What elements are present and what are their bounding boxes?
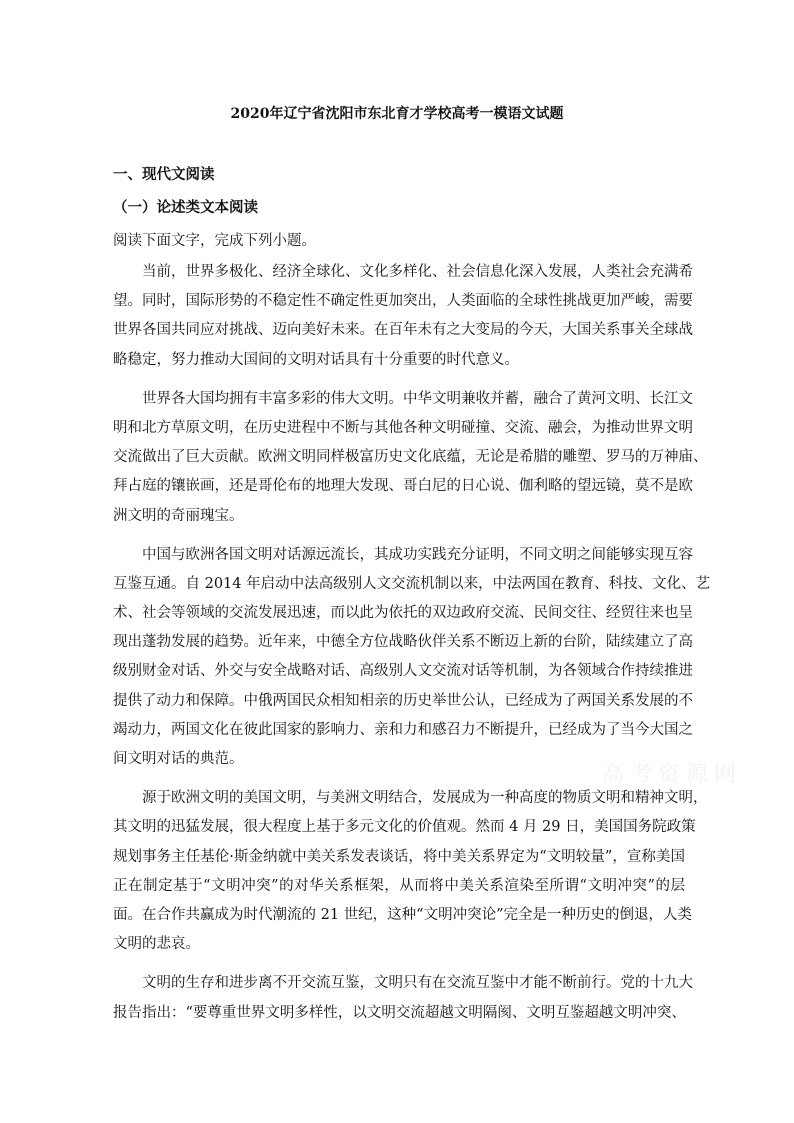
paragraph-line: 源于欧洲文明的美国文明，与美洲文明结合，发展成为一种高度的物质文明和精神文明， [142, 790, 708, 807]
paragraph-line: 文明的悲哀。 [113, 936, 200, 953]
paragraph-line: 其文明的迅猛发展，很大程度上基于多元文化的价值观。然而 4 月 29 日，美国国务院政策 [113, 819, 696, 836]
paragraph-line: 拜占庭的镶嵌画，还是哥伦布的地理大发现、哥白尼的日心说、伽利略的望远镜，莫不是欧 [113, 478, 693, 495]
reading-instruction: 阅读下面文字，完成下列小题。 [113, 233, 316, 249]
paragraph-line: 世界各大国均拥有丰富多彩的伟大文明。中华文明兼收并蓄，融合了黄河文明、长江文 [142, 390, 693, 407]
passage-paragraph [113, 385, 708, 531]
paragraph-line: 洲文明的奇丽瑰宝。 [113, 507, 244, 524]
paragraph-line: 规划事务主任基伦·斯金纳就中美关系发表谈话，将中美关系界定为“文明较量”，宣称美国 [113, 848, 685, 865]
passage-paragraph [113, 969, 693, 1027]
paragraph-line: 文明的生存和进步离不开交流互鉴，文明只有在交流互鉴中才能不断前行。党的十九大 [142, 975, 693, 992]
passage-paragraph [113, 541, 711, 775]
paragraph-line: 世界各国共同应对挑战、迈向美好未来。在百年未有之大变局的今天，大国关系事关全球战 [113, 322, 693, 339]
paragraph-line: 级别财金对话、外交与安全战略对话、高级别人文交流对话等机制，为各领域合作持续推进 [113, 663, 693, 680]
paragraph-line: 提供了动力和保障。中俄两国民众相知相亲的历史举世公认，已经成为了两国关系发展的不 [113, 692, 693, 709]
passage-paragraph [113, 784, 708, 959]
paragraph-line: 面。在合作共赢成为时代潮流的 21 世纪，这种“文明冲突论”完全是一种历史的倒退，人类 [113, 906, 692, 923]
paragraph-line: 中国与欧洲各国文明对话源远流长，其成功实践充分证明，不同文明之间能够实现互容 [142, 546, 693, 563]
paragraph-line: 正在制定基于“文明冲突”的对华关系框架，从而将中美关系渲染至所谓“文明冲突”的层 [113, 877, 685, 894]
paragraph-line: 现出蓬勃发展的趋势。近年来，中德全方位战略伙伴关系不断迈上新的台阶，陆续建立了高 [113, 634, 693, 651]
paragraph-line: 望。同时，国际形势的不稳定性不确定性更加突出，人类面临的全球性挑战更加严峻，需要 [113, 293, 693, 310]
paragraph-line: 交流做出了巨大贡献。欧洲文明同样极富历史文化底蕴，无论是希腊的雕塑、罗马的万神庙、 [113, 449, 708, 466]
paragraph-line: 竭动力，两国文化在彼此国家的影响力、亲和力和感召力不断提升，已经成为了当今大国之 [113, 721, 693, 738]
paragraph-line: 当前，世界多极化、经济全球化、文化多样化、社会信息化深入发展，人类社会充满希 [142, 264, 693, 280]
watermark: 高考资源网 [602, 762, 743, 787]
section-heading: 一、现代文阅读 [113, 166, 215, 183]
passage-body [113, 258, 711, 1038]
subsection-heading: （一）论述类文本阅读 [113, 199, 258, 216]
paragraph-line: 术、社会等领域的交流发展迅速，而以此为依托的双边政府交流、民间交往、经贸往来也呈 [113, 605, 693, 622]
paragraph-line: 报告指出：“要尊重世界文明多样性，以文明交流超越文明隔阂、文明互鉴超越文明冲突、 [113, 1004, 686, 1021]
passage-paragraph [113, 258, 693, 375]
paragraph-line: 互鉴互通。自 2014 年启动中法高级别人文交流机制以来，中法两国在教育、科技、文化、艺 [113, 575, 711, 592]
document-title: 2020年辽宁省沈阳市东北育才学校高考一模语文试题 [230, 106, 564, 122]
paragraph-line: 明和北方草原文明，在历史进程中不断与其他各种文明碰撞、交流、融会，为推动世界文明 [113, 419, 693, 436]
paragraph-line: 略稳定，努力推动大国间的文明对话具有十分重要的时代意义。 [113, 351, 519, 368]
paragraph-line: 间文明对话的典范。 [113, 751, 244, 767]
